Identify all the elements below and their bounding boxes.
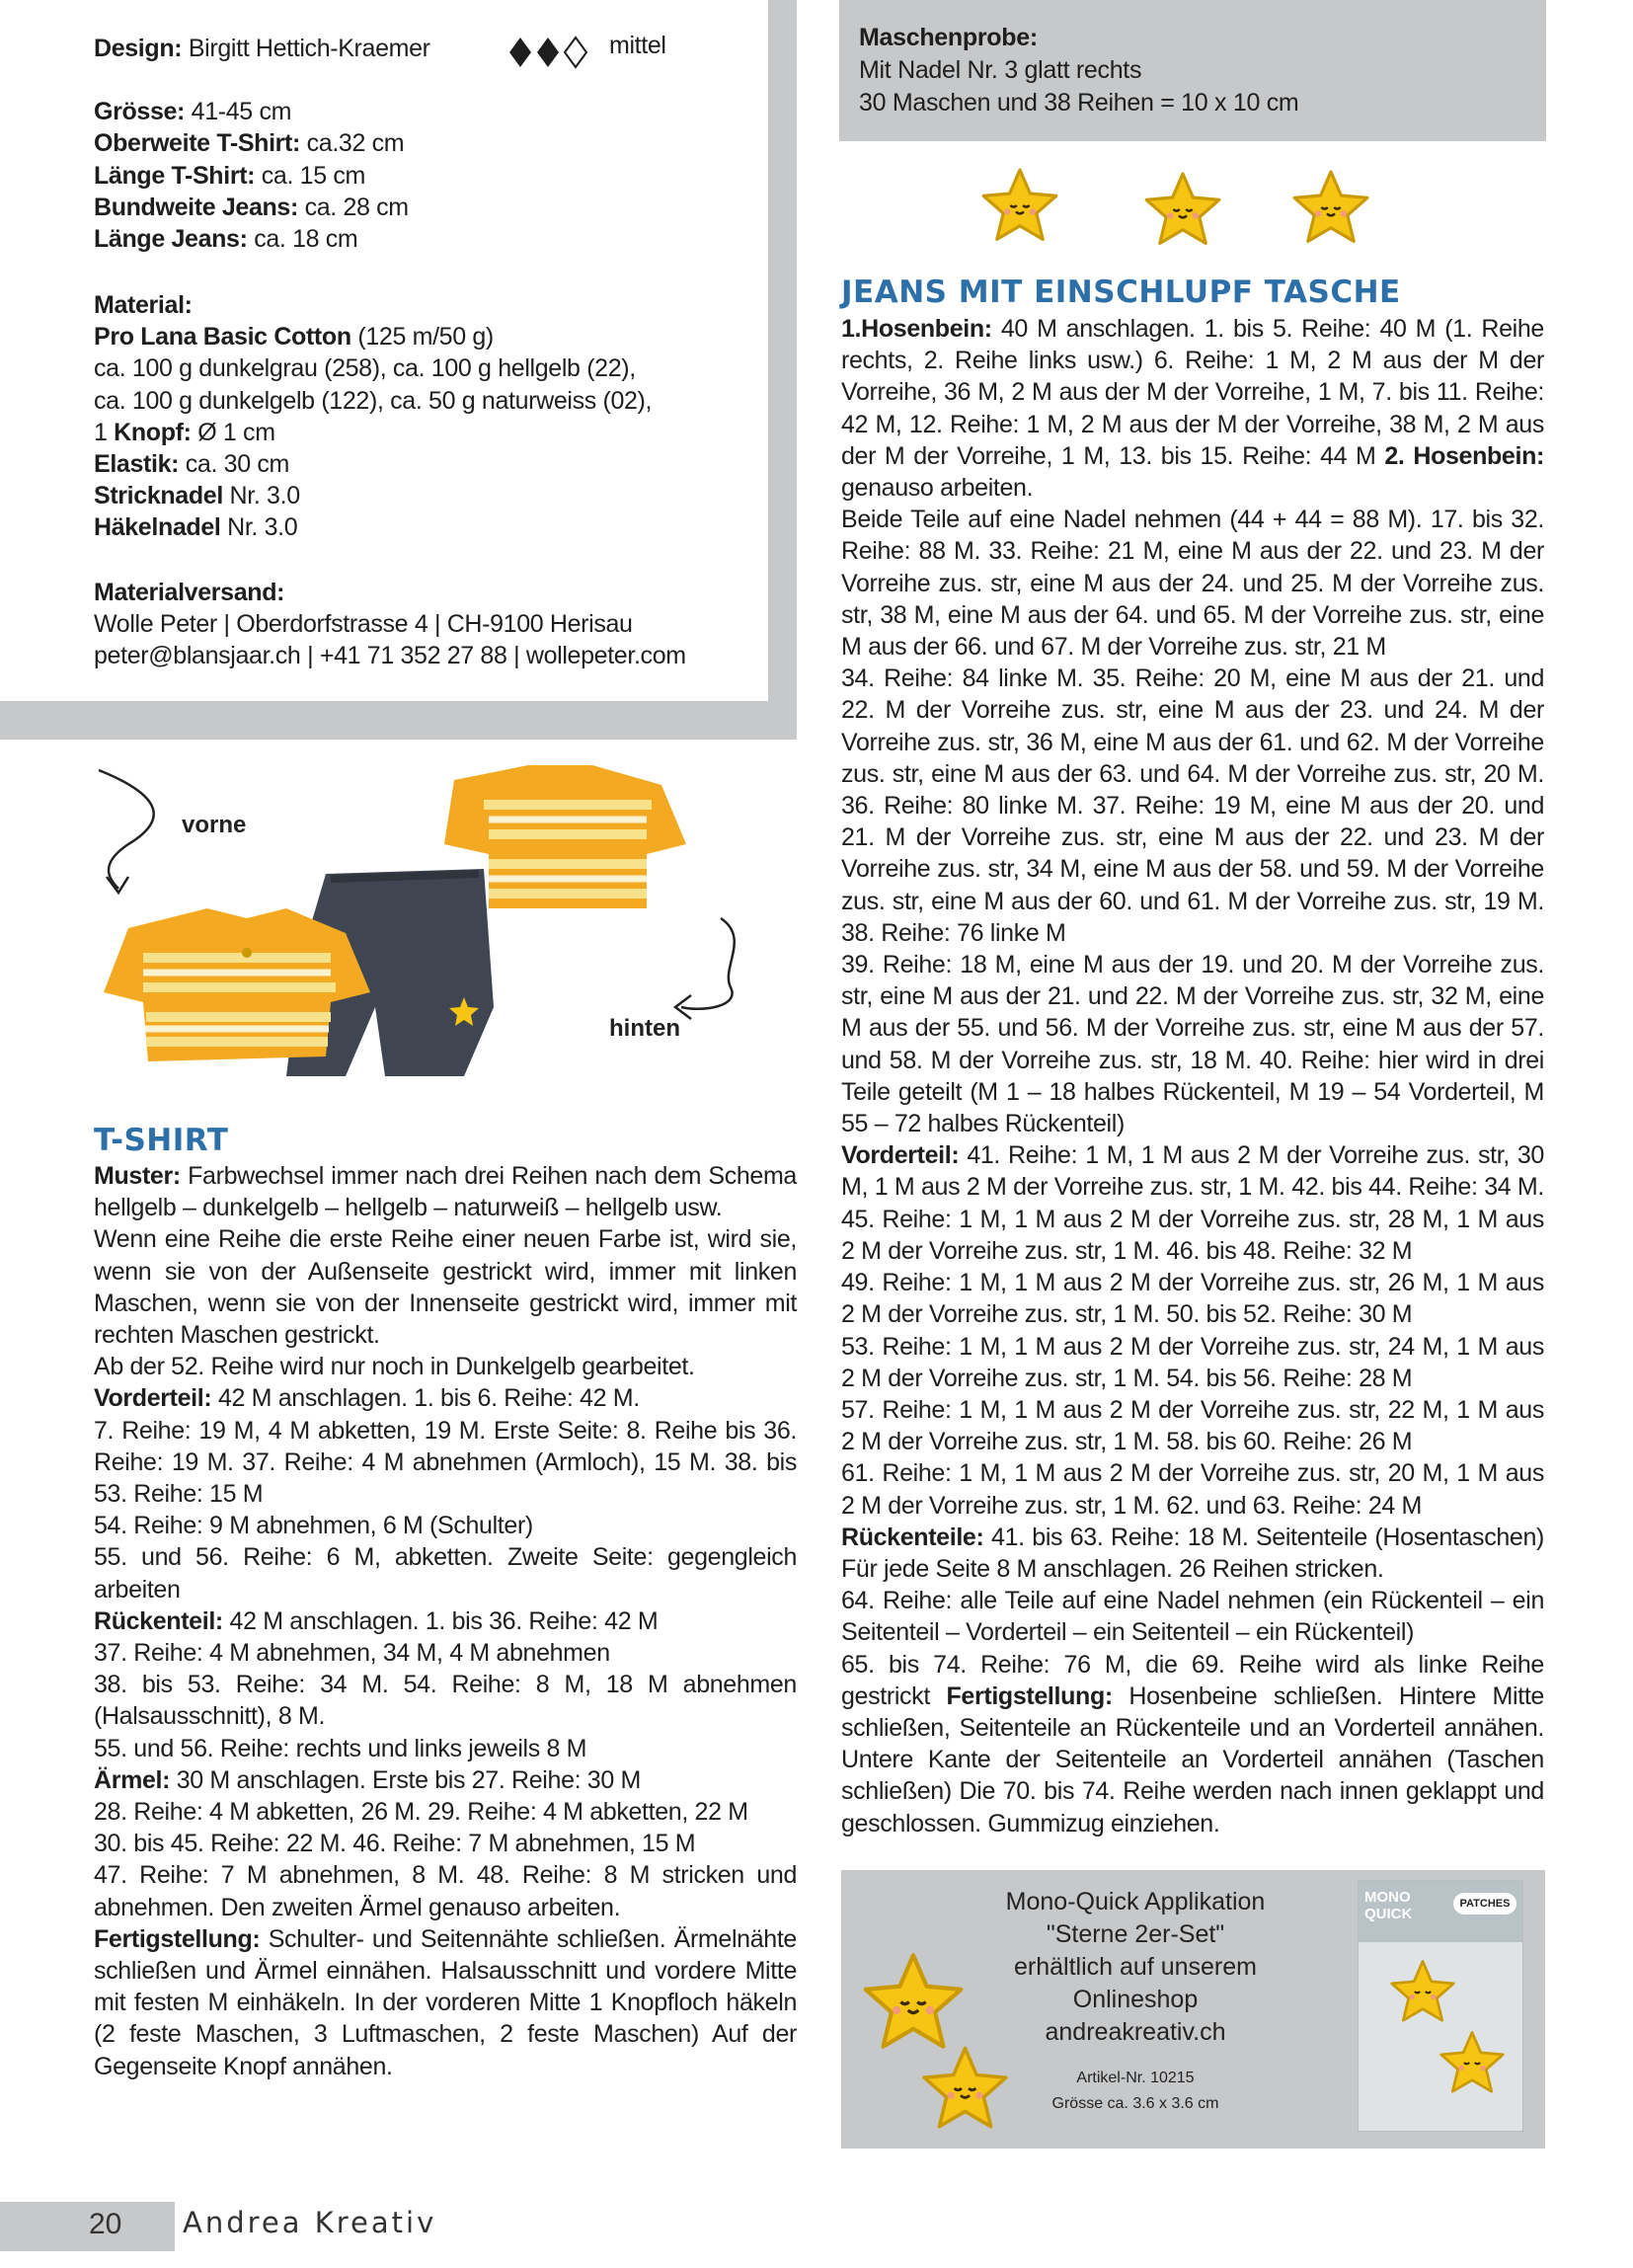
back-label: hinten xyxy=(609,1015,680,1042)
star-patch-icon xyxy=(1291,168,1370,247)
difficulty-label: mittel xyxy=(609,32,666,59)
package-brand: MONO QUICK xyxy=(1364,1889,1413,1922)
jeans-instructions: 1.Hosenbein: 40 M anschlagen. 1. bis 5. Reihe: 40 M (1. Reihe rechts, 2. Reihe links usw.) 6. Reihe: 1 M, 2 M aus der M der Vorreihe, 36 M, 2 M aus der M der Vorreihe, 1 M, 7. bis 11. Reihe: 42 M, 12. Reihe: 1 M, 2 M aus der M der Vorreihe, 38 M, 2 M aus der M der Vorreihe, 1 M, 13. bis 15. Reihe: 44 M 2. Hosenbein: genauso arbeiten. Beide Teile auf eine Nadel nehmen (44 + 44 = 88 M). 17. bis 32. Reihe: 88 M. 33. Reihe: 21 M, eine M aus der 22. und 23. M der Vorreihe zus. str, eine M aus der 24. und 25. M der Vorreihe zus. str, 38 M, eine M aus der 64. und 65. M der Vorreihe zus. str, eine M aus der 66. und 67. M der Vorreihe zus. str, 21 M 34. Reihe: 84 linke M. 35. Reihe: 20 M, eine M aus der 21. und 22. M der Vorreihe zus. str, eine M aus der 23. und 24. M der Vorreihe zus. str, 36 M, eine M aus der 61. und 62. M der Vorreihe zus. str, eine M aus der 63. und 64. M der Vorreihe zus. str, 20 M. 36. Reihe: 80 linke M. 37. Reihe: 19 M, eine M aus der 20. und 21. M der Vorreihe zus. str, eine M aus der 22. und 23. M der Vorreihe zus. str, 34 M, eine M aus der 58. und 59. M der Vorreihe zus. str, eine M aus der 60. und 61. M der Vorreihe zus. str, 19 M. 38. Reihe: 76 linke M 39. Reihe: 18 M, eine M aus der 19. und 20. M der Vorreihe zus. str, eine M aus der 21. und 22. M der Vorreihe zus. str, 32 M, eine M aus der 55. und 56. M der Vorreihe zus. str, eine M aus der 57. und 58. M der Vorreihe zus. str, 18 M. 40. Reihe: hier wird in drei Teile geteilt (M 1 – 18 halbes Rückenteil, M 19 – 54 Vorderteil, M 55 – 72 halbes Rückenteil) Vorderteil: 41. Reihe: 1 M, 1 M aus 2 M der Vorreihe zus. str, 30 M, 1 M aus 2 M der Vorreihe zus. str, 1 M. 42. bis 44. Reihe: 34 M. 45. Reihe: 1 M, 1 M aus 2 M der Vorreihe zus. str, 28 M, 1 M aus 2 M der Vorreihe zus. str, 1 M. 46. bis 48. Reihe: 32 M 49. Reihe: 1 M, 1 M aus 2 M der Vorreihe zus. str, 26 M, 1 M aus 2 M der Vorreihe zus. str, 1 M. 50. bis 52. Reihe: 30 M 53. Reihe: 1 M, 1 M aus 2 M der Vorreihe zus. str, 24 M, 1 M aus 2 M der Vorreihe zus. str, 1 M. 54. bis 56. Reihe: 28 M 57. Reihe: 1 M, 1 M aus 2 M der Vorreihe zus. str, 22 M, 1 M aus 2 M der Vorreihe zus. str, 1 M. 58. bis 60. Reihe: 26 M 61. Reihe: 1 M, 1 M aus 2 M der Vorreihe zus. str, 20 M, 1 M aus 2 M der Vorreihe zus. str, 1 M. 62. und 63. Reihe: 24 M Rückenteile: 41. bis 63. Reihe: 18 M. Seitenteile (Hosentaschen) Für jede Seite 8 M anschlagen. 26 Reihen stricken. 64. Reihe: alle Teile auf eine Nadel nehmen (ein Rückenteil – ein Seitenteil – Vorderteil – ein Seitenteil – ein Rückenteil) 65. bis 74. Reihe: 76 M, die 69. Reihe wird als linke Reihe gestrickt Fertigstellung: Hosenbeine schließen. Hintere Mitte schließen, Seitenteile an Rückenteile und an Vorderteil annähen. Untere Kante der Seitenteile an Vorderteil annähen (Taschen schließen) Die 70. bis 74. Reihe werden nach innen geklappt und geschlossen. Gummizug einziehen. xyxy=(841,315,1544,1838)
product-details: Artikel-Nr. 10215 Grösse ca. 3.6 x 3.6 cm xyxy=(1051,2070,1219,2112)
material-block: Material: Pro Lana Basic Cotton (125 m/50 g) ca. 100 g dunkelgrau (258), ca. 100 g hellgelb (22), ca. 100 g dunkelgelb (122), ca. 50 g naturweiss (02), 1 Knopf: Ø 1 cm Elastik: ca. 30 cm Stricknadel Nr. 3.0 Häkelnadel Nr. 3.0 xyxy=(94,291,653,542)
footer-bar xyxy=(0,2202,175,2251)
star-patch-icon xyxy=(859,1950,968,2054)
tshirt-heading: T-SHIRT xyxy=(94,1123,229,1158)
header-info: Design: Birgitt Hettich-Kraemer Grösse: 41-45 cm Oberweite T-Shirt: ca.32 cm Länge T-Shirt: ca. 15 cm Bundweite Jeans: ca. 28 cm Länge Jeans: ca. 18 cm xyxy=(94,35,430,254)
tshirt-instructions: Muster: Farbwechsel immer nach drei Reihen nach dem Schema hellgelb – dunkelgelb – hellgelb – naturweiß – hellgelb usw. Wenn eine Reihe die erste Reihe einer neuen Farbe ist, wird sie, wenn sie von der Außenseite gestrickt wird, immer mit linken Maschen, wenn sie von der Innenseite gestrickt wird, immer mit rechten Maschen gestrickt. Ab der 52. Reihe wird nur noch in Dunkelgelb gearbeitet. Vorderteil: 42 M anschlagen. 1. bis 6. Reihe: 42 M. 7. Reihe: 19 M, 4 M abketten, 19 M. Erste Seite: 8. Reihe bis 36. Reihe: 19 M. 37. Reihe: 4 M abnehmen (Armloch), 15 M. 38. bis 53. Reihe: 15 M 54. Reihe: 9 M abnehmen, 6 M (Schulter) 55. und 56. Reihe: 6 M, abketten. Zweite Seite: gegengleich arbeiten Rückenteil: 42 M anschlagen. 1. bis 36. Reihe: 42 M 37. Reihe: 4 M abnehmen, 34 M, 4 M abnehmen 38. bis 53. Reihe: 34 M. 54. Reihe: 8 M, 18 M abnehmen (Halsausschnitt), 8 M. 55. und 56. Reihe: rechts und links jeweils 8 M Ärmel: 30 M anschlagen. Erste bis 27. Reihe: 30 M 28. Reihe: 4 M abketten, 26 M. 29. Reihe: 4 M abketten, 22 M 30. bis 45. Reihe: 22 M. 46. Reihe: 7 M abnehmen, 15 M 47. Reihe: 7 M abnehmen, 8 M. 48. Reihe: 8 M stricken und abnehmen. Den zweiten Ärmel genauso arbeiten. Fertigstellung: Schulter- und Seitennähte schließen. Ärmelnähte schließen und Ärmel einnähen. Halsausschnitt und vordere Mitte mit festen M einhäkeln. In der vorderen Mitte 1 Knopfloch häkeln (2 feste Maschen, 3 Luftmaschen, 2 feste Maschen) Auf der Gegenseite Knopf annähen. xyxy=(94,1162,797,2080)
page-number: 20 xyxy=(89,2208,122,2240)
star-patch-icon xyxy=(1388,1958,1457,2025)
star-patch-icon xyxy=(918,2044,1012,2133)
product-package xyxy=(1358,1880,1523,2132)
product-description: Mono-Quick Applikation "Sterne 2er-Set" erhältlich auf unserem Onlineshop andreakreativ.ch xyxy=(1005,1888,1266,2046)
jeans-heading: JEANS MIT EINSCHLUPF TASCHE xyxy=(841,274,1401,310)
star-patch-icon xyxy=(1438,2029,1507,2096)
garment-photo xyxy=(89,760,740,1096)
footer-brand: Andrea Kreativ xyxy=(183,2206,437,2239)
front-label: vorne xyxy=(182,812,247,838)
star-patch-icon xyxy=(1143,170,1222,249)
package-badge: PATCHES xyxy=(1453,1893,1516,1915)
gauge-box-notch xyxy=(1546,38,1558,141)
shipping-block: Materialversand: Wolle Peter | Oberdorfstrasse 4 | CH-9100 Herisau peter@blansjaar.ch | +41 71 352 27 88 | wollepeter.com xyxy=(94,579,686,670)
difficulty-icon xyxy=(508,36,597,69)
gauge-box: Maschenprobe: Mit Nadel Nr. 3 glatt rechts 30 Maschen und 38 Reihen = 10 x 10 cm xyxy=(839,0,1546,141)
star-patch-icon xyxy=(980,166,1059,245)
